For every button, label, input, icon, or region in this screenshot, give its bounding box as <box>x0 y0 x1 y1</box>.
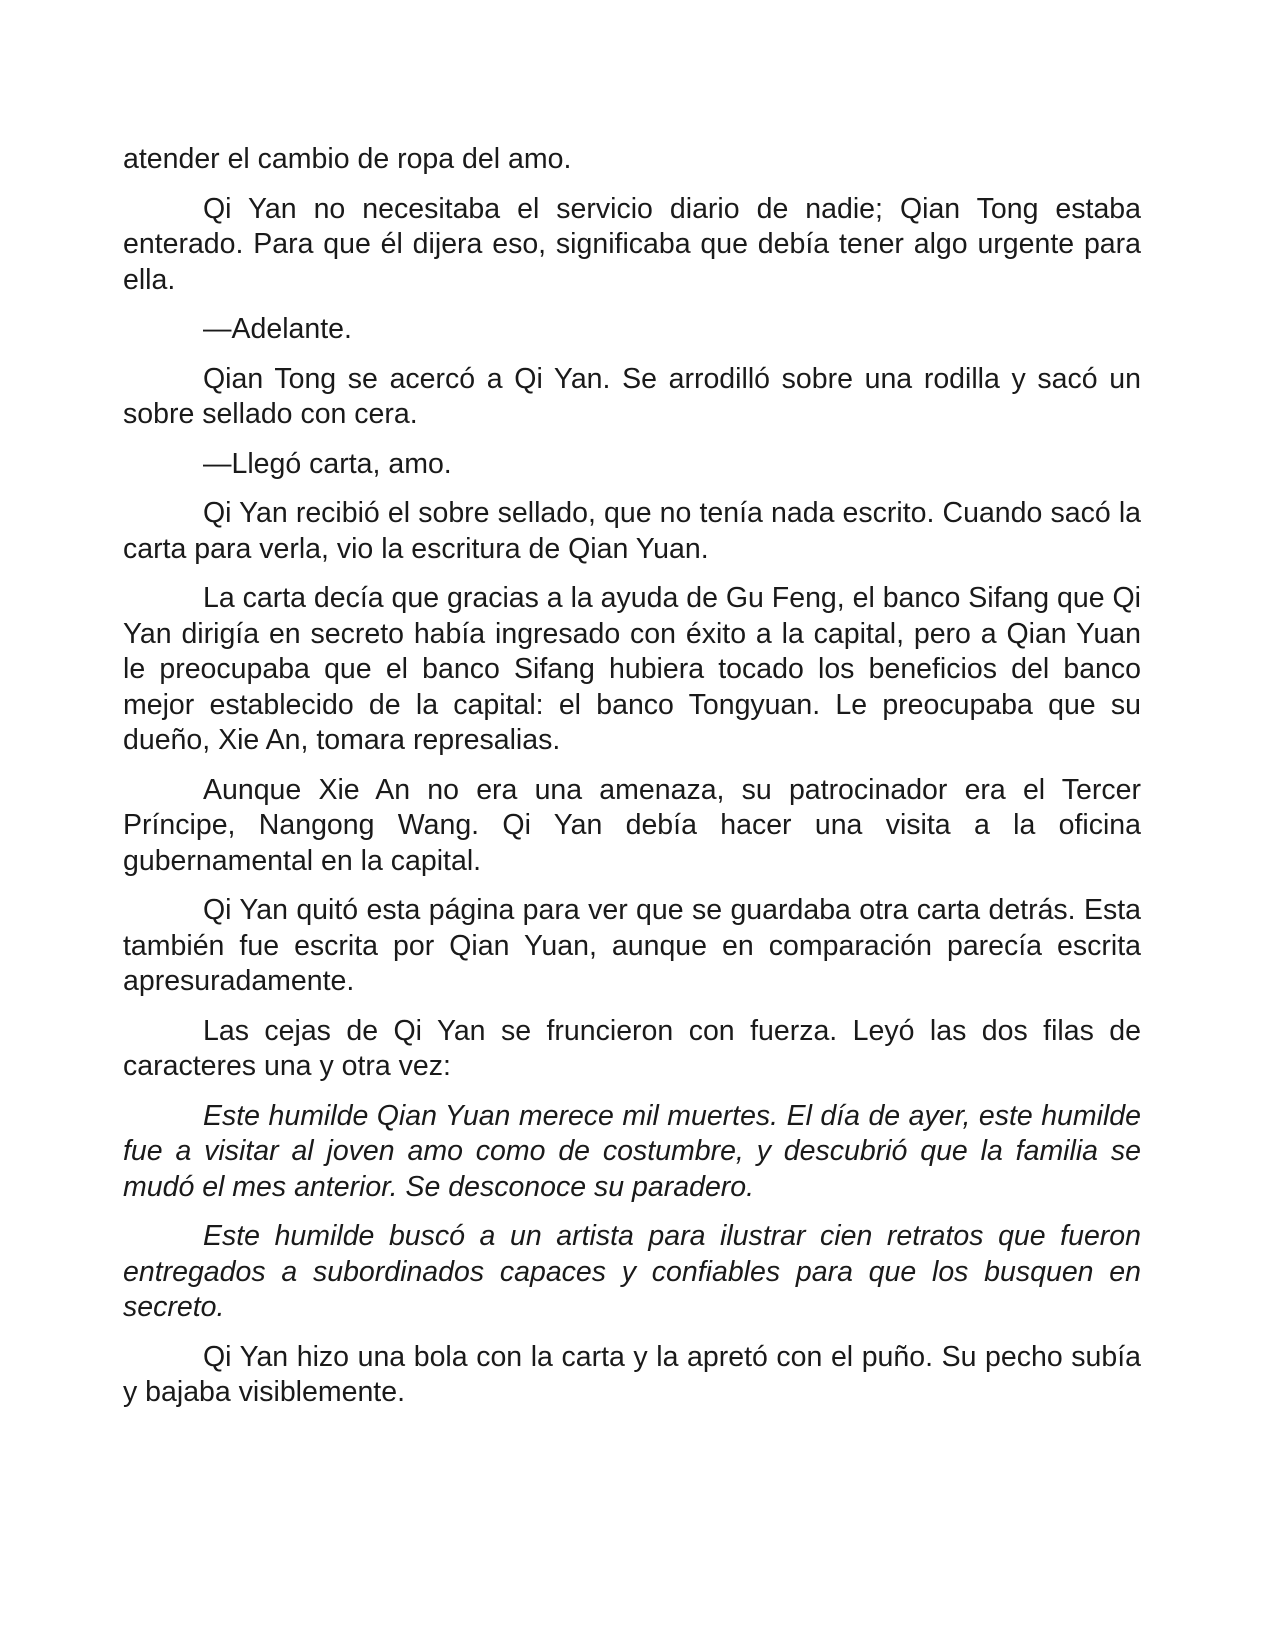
paragraph: Las cejas de Qi Yan se fruncieron con fuerza. Leyó las dos filas de caracteres una y otra vez: <box>123 1014 1141 1082</box>
paragraph: Qi Yan no necesitaba el servicio diario de nadie; Qian Tong estaba enterado. Para que él dijera eso, significaba que debía tener algo urgente para ella. <box>123 192 1141 296</box>
dialogue-line: —Adelante. <box>203 313 352 345</box>
paragraph: Qi Yan hizo una bola con la carta y la apretó con el puño. Su pecho subía y bajaba visiblemente. <box>123 1340 1141 1408</box>
letter-text: Este humilde buscó a un artista para ilustrar cien retratos que fueron entregados a subordinados capaces y confiables para que los busquen en secreto. <box>123 1220 1141 1323</box>
document-page <box>123 142 1141 1425</box>
paragraph: Qi Yan quitó esta página para ver que se guardaba otra carta detrás. Esta también fue escrita por Qian Yuan, aunque en comparación parecía escrita apresuradamente. <box>123 894 1141 997</box>
paragraph: Aunque Xie An no era una amenaza, su patrocinador era el Tercer Príncipe, Nangong Wang. Qi Yan debía hacer una visita a la oficina gubernamental en la capital. <box>123 773 1141 877</box>
dialogue-line: —Llegó carta, amo. <box>203 447 452 480</box>
letter-text: Este humilde Qian Yuan merece mil muertes. El día de ayer, este humilde fue a visitar al joven amo como de costumbre, y descubrió que la familia se mudó el mes anterior. Se desconoce su paradero. <box>123 1099 1141 1203</box>
paragraph: Qian Tong se acercó a Qi Yan. Se arrodilló sobre una rodilla y sacó un sobre sellado con cera. <box>123 362 1141 430</box>
paragraph: atender el cambio de ropa del amo. <box>123 143 572 175</box>
paragraph: Qi Yan recibió el sobre sellado, que no tenía nada escrito. Cuando sacó la carta para verla, vio la escritura de Qian Yuan. <box>123 497 1141 565</box>
paragraph: La carta decía que gracias a la ayuda de Gu Feng, el banco Sifang que Qi Yan dirigía en secreto había ingresado con éxito a la capital, pero a Qian Yuan le preocupaba que el banco Sifang hubiera tocado los beneficios del banco mejor establecido de la capital: el banco Tongyuan. Le preocupaba que su dueño, Xie An, tomara represalias. <box>123 582 1141 756</box>
